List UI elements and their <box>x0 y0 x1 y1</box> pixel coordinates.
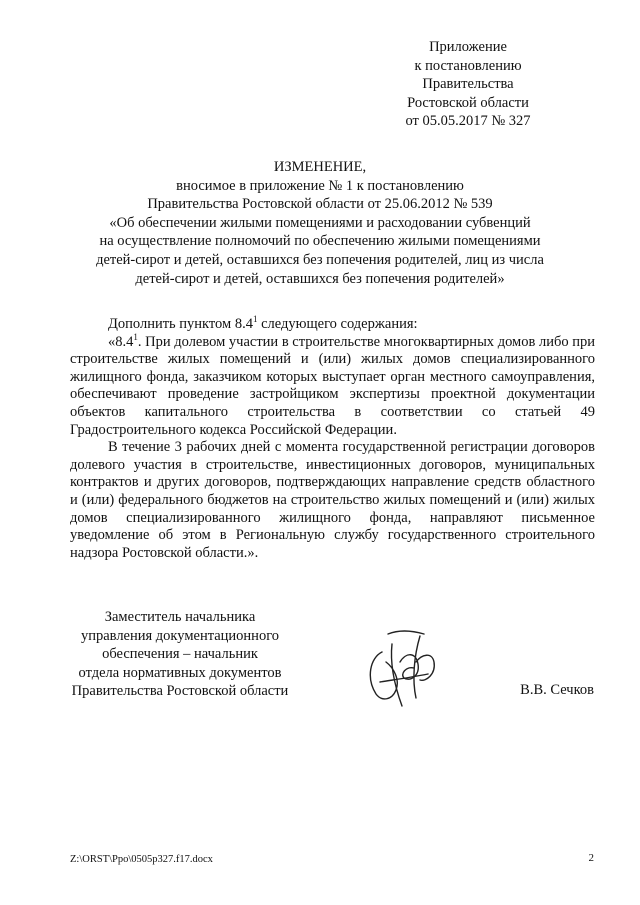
heading-line: «Об обеспечении жилыми помещениями и расходовании субвенций <box>109 214 531 231</box>
intro-paragraph <box>70 316 595 334</box>
appendix-line: к постановлению <box>414 57 522 74</box>
paragraph-text: . При долевом участии в строительстве многоквартирных домов либо при строительстве жилых помещений и (или) жилых домов специализированного жилищного фонда, заказчиком которых выступает орган местного самоуправления, обеспечивают проведение застройщиком экспертизы проектной документации объектов капитального строительства в соответствии со статьей 49 Градостроительного кодекса Российской Федерации. <box>70 333 595 438</box>
heading-title: ИЗМЕНЕНИЕ, <box>273 159 367 175</box>
handwritten-signature <box>362 622 442 712</box>
position-line: управления документационного <box>80 627 280 644</box>
file-path: Z:\ORST\Ppo\0505p327.f17.docx <box>70 854 213 865</box>
appendix-line: Правительства <box>422 76 514 93</box>
position-line: Заместитель начальника <box>104 609 256 625</box>
document-body <box>70 316 595 562</box>
paragraph-notification: В течение 3 рабочих дней с момента государственной регистрации договоров долевого участия в строительстве, инвестиционных договоров, муниципальных контрактов и других договоров, подтверждающих направление средств областного и (или) федерального бюджетов на строительство жилых помещений и (или) жилых домов специализированного жилищного фонда, направляют письменное уведомление об этом в Региональную службу государственного строительного надзора Ростовской области.». <box>70 439 595 561</box>
heading-line: вносимое в приложение № 1 к постановлению <box>176 177 464 194</box>
signer-name: В.В. Сечков <box>520 682 594 698</box>
appendix-line: от 05.05.2017 № 327 <box>405 113 531 130</box>
position-line: отдела нормативных документов <box>78 664 282 681</box>
intro-text: Дополнить пунктом 8.4 <box>108 316 253 332</box>
heading-line: детей-сирот и детей, оставшихся без попечения родителей» <box>135 270 505 287</box>
intro-superscript: 1 <box>252 314 258 325</box>
heading-line: на осуществление полномочий по обеспечению жилыми помещениями <box>99 233 541 250</box>
appendix-line: Приложение <box>429 39 507 55</box>
heading-line: Правительства Ростовской области от 25.06.2012 № 539 <box>147 196 493 213</box>
position-line: обеспечения – начальник <box>102 646 258 663</box>
signatory-position <box>60 608 300 701</box>
page-number: 2 <box>588 852 594 864</box>
appendix-block <box>368 38 568 131</box>
document-heading <box>80 158 560 288</box>
paragraph-superscript: 1 <box>133 331 138 342</box>
appendix-line: Ростовской области <box>407 94 529 111</box>
paragraph-number: «8.4 <box>108 333 134 350</box>
paragraph-8-4-1 <box>70 331 595 440</box>
intro-text-end: следующего содержания: <box>257 316 418 332</box>
heading-line: детей-сирот и детей, оставшихся без попечения родителей, лиц из числа <box>96 251 544 268</box>
position-line: Правительства Ростовской области <box>71 683 289 700</box>
